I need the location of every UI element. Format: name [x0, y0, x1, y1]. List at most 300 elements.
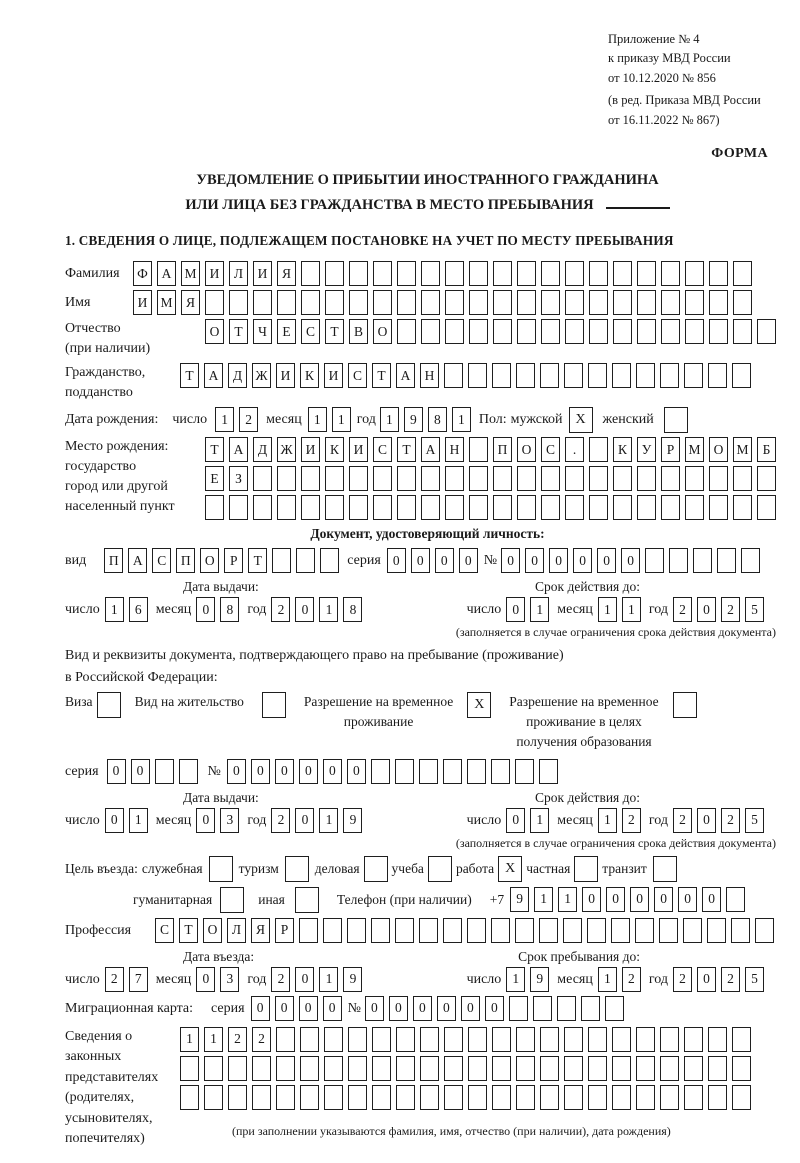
birth-place-row3[interactable]: [205, 495, 776, 520]
profession-input[interactable]: [155, 918, 774, 943]
residence-permit-checkbox[interactable]: [262, 692, 286, 718]
char-cell[interactable]: [588, 363, 607, 388]
temp-permit-checkbox[interactable]: [467, 692, 491, 718]
char-cell[interactable]: 1: [534, 887, 553, 912]
char-cell[interactable]: [588, 1085, 607, 1110]
char-cell[interactable]: [253, 290, 272, 315]
char-cell[interactable]: [709, 319, 728, 344]
char-cell[interactable]: [533, 996, 552, 1021]
char-cell[interactable]: 0: [411, 548, 430, 573]
char-cell[interactable]: [325, 466, 344, 491]
char-cell[interactable]: [397, 290, 416, 315]
char-cell[interactable]: [565, 466, 584, 491]
birth-place-row2[interactable]: [205, 466, 776, 491]
residence-issue-month-input[interactable]: [196, 808, 239, 833]
char-cell[interactable]: 1: [506, 967, 525, 992]
char-cell[interactable]: [419, 918, 438, 943]
char-cell[interactable]: [757, 466, 776, 491]
char-cell[interactable]: 0: [251, 996, 270, 1021]
char-cell[interactable]: [708, 1027, 727, 1052]
char-cell[interactable]: [252, 1056, 271, 1081]
char-cell[interactable]: [684, 1056, 703, 1081]
char-cell[interactable]: О: [200, 548, 219, 573]
char-cell[interactable]: 0: [437, 996, 456, 1021]
char-cell[interactable]: [637, 290, 656, 315]
char-cell[interactable]: 0: [107, 759, 126, 784]
stay-day-input[interactable]: [506, 967, 549, 992]
char-cell[interactable]: [493, 466, 512, 491]
char-cell[interactable]: [419, 759, 438, 784]
char-cell[interactable]: [493, 319, 512, 344]
char-cell[interactable]: 0: [597, 548, 616, 573]
char-cell[interactable]: [637, 466, 656, 491]
char-cell[interactable]: 0: [389, 996, 408, 1021]
checkbox-cell[interactable]: [673, 692, 697, 718]
checkbox-cell[interactable]: X: [467, 692, 491, 718]
char-cell[interactable]: [661, 466, 680, 491]
char-cell[interactable]: Р: [275, 918, 294, 943]
char-cell[interactable]: 8: [428, 407, 447, 432]
char-cell[interactable]: [517, 319, 536, 344]
char-cell[interactable]: [589, 290, 608, 315]
char-cell[interactable]: [373, 495, 392, 520]
char-cell[interactable]: [493, 290, 512, 315]
char-cell[interactable]: [421, 495, 440, 520]
phone-input[interactable]: [510, 887, 745, 912]
checkbox-cell[interactable]: [285, 856, 309, 882]
char-cell[interactable]: Т: [205, 437, 224, 462]
char-cell[interactable]: [669, 548, 688, 573]
char-cell[interactable]: [685, 290, 704, 315]
char-cell[interactable]: [661, 290, 680, 315]
checkbox-cell[interactable]: [295, 887, 319, 913]
char-cell[interactable]: [636, 1027, 655, 1052]
char-cell[interactable]: Т: [229, 319, 248, 344]
char-cell[interactable]: [517, 290, 536, 315]
char-cell[interactable]: Я: [251, 918, 270, 943]
char-cell[interactable]: [229, 290, 248, 315]
char-cell[interactable]: 0: [275, 996, 294, 1021]
char-cell[interactable]: [492, 1085, 511, 1110]
char-cell[interactable]: Д: [253, 437, 272, 462]
char-cell[interactable]: [516, 1027, 535, 1052]
char-cell[interactable]: Л: [227, 918, 246, 943]
char-cell[interactable]: [741, 548, 760, 573]
char-cell[interactable]: [563, 918, 582, 943]
char-cell[interactable]: 5: [745, 597, 764, 622]
char-cell[interactable]: С: [152, 548, 171, 573]
checkbox-cell[interactable]: [97, 692, 121, 718]
char-cell[interactable]: [253, 466, 272, 491]
checkbox-cell[interactable]: [220, 887, 244, 913]
char-cell[interactable]: 0: [295, 808, 314, 833]
char-cell[interactable]: [325, 495, 344, 520]
char-cell[interactable]: [155, 759, 174, 784]
char-cell[interactable]: З: [229, 466, 248, 491]
residence-issue-day-input[interactable]: [105, 808, 148, 833]
char-cell[interactable]: Т: [325, 319, 344, 344]
char-cell[interactable]: [613, 466, 632, 491]
char-cell[interactable]: [252, 1085, 271, 1110]
char-cell[interactable]: А: [204, 363, 223, 388]
char-cell[interactable]: [444, 1027, 463, 1052]
char-cell[interactable]: [515, 918, 534, 943]
char-cell[interactable]: [445, 466, 464, 491]
char-cell[interactable]: [349, 290, 368, 315]
char-cell[interactable]: [301, 495, 320, 520]
edu-permit-checkbox[interactable]: [673, 692, 697, 718]
char-cell[interactable]: [589, 319, 608, 344]
char-cell[interactable]: 1: [319, 597, 338, 622]
char-cell[interactable]: [612, 1056, 631, 1081]
checkbox-cell[interactable]: [653, 856, 677, 882]
char-cell[interactable]: 9: [343, 808, 362, 833]
char-cell[interactable]: [732, 1027, 751, 1052]
char-cell[interactable]: [492, 1027, 511, 1052]
char-cell[interactable]: 0: [525, 548, 544, 573]
char-cell[interactable]: Д: [228, 363, 247, 388]
char-cell[interactable]: 2: [673, 808, 692, 833]
char-cell[interactable]: 3: [220, 967, 239, 992]
char-cell[interactable]: 0: [506, 808, 525, 833]
char-cell[interactable]: П: [493, 437, 512, 462]
char-cell[interactable]: [469, 261, 488, 286]
char-cell[interactable]: 8: [343, 597, 362, 622]
checkbox-cell[interactable]: X: [498, 856, 522, 882]
char-cell[interactable]: [300, 1027, 319, 1052]
char-cell[interactable]: 0: [501, 548, 520, 573]
char-cell[interactable]: [541, 261, 560, 286]
char-cell[interactable]: 1: [452, 407, 471, 432]
char-cell[interactable]: И: [349, 437, 368, 462]
char-cell[interactable]: 0: [196, 808, 215, 833]
char-cell[interactable]: [276, 1085, 295, 1110]
purpose-work-checkbox[interactable]: [498, 856, 522, 882]
char-cell[interactable]: [605, 996, 624, 1021]
char-cell[interactable]: [755, 918, 774, 943]
char-cell[interactable]: Е: [277, 319, 296, 344]
char-cell[interactable]: 6: [129, 597, 148, 622]
char-cell[interactable]: [372, 1056, 391, 1081]
residence-issue-year-input[interactable]: [271, 808, 362, 833]
char-cell[interactable]: [443, 918, 462, 943]
visa-checkbox[interactable]: [97, 692, 121, 718]
char-cell[interactable]: 0: [485, 996, 504, 1021]
char-cell[interactable]: И: [205, 261, 224, 286]
char-cell[interactable]: 0: [573, 548, 592, 573]
char-cell[interactable]: [469, 495, 488, 520]
char-cell[interactable]: [589, 437, 608, 462]
char-cell[interactable]: 8: [220, 597, 239, 622]
purpose-humanitarian-checkbox[interactable]: [220, 887, 244, 913]
char-cell[interactable]: [731, 918, 750, 943]
char-cell[interactable]: 0: [697, 597, 716, 622]
char-cell[interactable]: М: [181, 261, 200, 286]
char-cell[interactable]: 0: [299, 759, 318, 784]
char-cell[interactable]: [557, 996, 576, 1021]
char-cell[interactable]: [685, 261, 704, 286]
char-cell[interactable]: 1: [530, 597, 549, 622]
valid-day-input[interactable]: [506, 597, 549, 622]
char-cell[interactable]: О: [709, 437, 728, 462]
birth-month-input[interactable]: [308, 407, 351, 432]
purpose-private-checkbox[interactable]: [574, 856, 598, 882]
char-cell[interactable]: [397, 261, 416, 286]
char-cell[interactable]: [564, 1056, 583, 1081]
char-cell[interactable]: О: [373, 319, 392, 344]
char-cell[interactable]: [324, 1027, 343, 1052]
char-cell[interactable]: [693, 548, 712, 573]
residence-number-input[interactable]: [227, 759, 558, 784]
char-cell[interactable]: [296, 548, 315, 573]
char-cell[interactable]: [397, 319, 416, 344]
char-cell[interactable]: [324, 1056, 343, 1081]
char-cell[interactable]: [349, 261, 368, 286]
char-cell[interactable]: [733, 290, 752, 315]
char-cell[interactable]: [516, 1085, 535, 1110]
valid-year-input[interactable]: [673, 597, 764, 622]
char-cell[interactable]: [325, 290, 344, 315]
char-cell[interactable]: [587, 918, 606, 943]
char-cell[interactable]: 1: [598, 808, 617, 833]
char-cell[interactable]: Т: [397, 437, 416, 462]
char-cell[interactable]: 1: [319, 967, 338, 992]
char-cell[interactable]: [660, 363, 679, 388]
char-cell[interactable]: [492, 363, 511, 388]
char-cell[interactable]: [588, 1027, 607, 1052]
char-cell[interactable]: 2: [271, 597, 290, 622]
char-cell[interactable]: [733, 319, 752, 344]
char-cell[interactable]: [347, 918, 366, 943]
char-cell[interactable]: 2: [673, 597, 692, 622]
char-cell[interactable]: [469, 437, 488, 462]
char-cell[interactable]: Л: [229, 261, 248, 286]
char-cell[interactable]: [443, 759, 462, 784]
representatives-row2[interactable]: [180, 1056, 751, 1081]
char-cell[interactable]: И: [324, 363, 343, 388]
char-cell[interactable]: [253, 495, 272, 520]
char-cell[interactable]: 1: [129, 808, 148, 833]
char-cell[interactable]: [709, 466, 728, 491]
char-cell[interactable]: [469, 319, 488, 344]
char-cell[interactable]: [272, 548, 291, 573]
char-cell[interactable]: [637, 319, 656, 344]
char-cell[interactable]: [348, 1056, 367, 1081]
char-cell[interactable]: 0: [697, 808, 716, 833]
char-cell[interactable]: [229, 495, 248, 520]
char-cell[interactable]: Е: [205, 466, 224, 491]
char-cell[interactable]: 0: [295, 597, 314, 622]
char-cell[interactable]: [565, 495, 584, 520]
char-cell[interactable]: [300, 1056, 319, 1081]
surname-input[interactable]: [133, 261, 752, 286]
char-cell[interactable]: [637, 495, 656, 520]
checkbox-cell[interactable]: [428, 856, 452, 882]
char-cell[interactable]: [635, 918, 654, 943]
doc-kind-input[interactable]: [104, 548, 339, 573]
char-cell[interactable]: 0: [702, 887, 721, 912]
migration-series-input[interactable]: [251, 996, 342, 1021]
char-cell[interactable]: 0: [105, 808, 124, 833]
char-cell[interactable]: [228, 1056, 247, 1081]
char-cell[interactable]: [515, 759, 534, 784]
char-cell[interactable]: 0: [506, 597, 525, 622]
char-cell[interactable]: [324, 1085, 343, 1110]
char-cell[interactable]: [661, 319, 680, 344]
char-cell[interactable]: [517, 466, 536, 491]
char-cell[interactable]: [277, 466, 296, 491]
char-cell[interactable]: 0: [196, 967, 215, 992]
char-cell[interactable]: И: [253, 261, 272, 286]
char-cell[interactable]: 9: [530, 967, 549, 992]
purpose-official-checkbox[interactable]: [209, 856, 233, 882]
char-cell[interactable]: [661, 261, 680, 286]
char-cell[interactable]: 1: [622, 597, 641, 622]
char-cell[interactable]: [709, 261, 728, 286]
char-cell[interactable]: [396, 1056, 415, 1081]
char-cell[interactable]: [540, 1056, 559, 1081]
char-cell[interactable]: 9: [510, 887, 529, 912]
char-cell[interactable]: 9: [343, 967, 362, 992]
purpose-study-checkbox[interactable]: [428, 856, 452, 882]
char-cell[interactable]: И: [276, 363, 295, 388]
char-cell[interactable]: 1: [598, 597, 617, 622]
char-cell[interactable]: [396, 1027, 415, 1052]
char-cell[interactable]: Ч: [253, 319, 272, 344]
birth-place-row1[interactable]: [205, 437, 776, 462]
char-cell[interactable]: [469, 466, 488, 491]
char-cell[interactable]: [613, 261, 632, 286]
char-cell[interactable]: Т: [372, 363, 391, 388]
char-cell[interactable]: [685, 466, 704, 491]
char-cell[interactable]: [541, 466, 560, 491]
char-cell[interactable]: П: [104, 548, 123, 573]
char-cell[interactable]: [444, 363, 463, 388]
char-cell[interactable]: [660, 1027, 679, 1052]
residence-valid-day-input[interactable]: [506, 808, 549, 833]
char-cell[interactable]: [516, 363, 535, 388]
char-cell[interactable]: [301, 290, 320, 315]
char-cell[interactable]: 0: [678, 887, 697, 912]
char-cell[interactable]: [421, 290, 440, 315]
char-cell[interactable]: О: [203, 918, 222, 943]
char-cell[interactable]: [613, 290, 632, 315]
char-cell[interactable]: 0: [654, 887, 673, 912]
checkbox-cell[interactable]: [209, 856, 233, 882]
char-cell[interactable]: [732, 1056, 751, 1081]
char-cell[interactable]: 3: [220, 808, 239, 833]
char-cell[interactable]: [541, 495, 560, 520]
char-cell[interactable]: [589, 466, 608, 491]
char-cell[interactable]: С: [301, 319, 320, 344]
stay-year-input[interactable]: [673, 967, 764, 992]
char-cell[interactable]: Ж: [277, 437, 296, 462]
char-cell[interactable]: [493, 261, 512, 286]
checkbox-cell[interactable]: [364, 856, 388, 882]
char-cell[interactable]: 1: [558, 887, 577, 912]
char-cell[interactable]: [684, 363, 703, 388]
char-cell[interactable]: 0: [697, 967, 716, 992]
char-cell[interactable]: А: [229, 437, 248, 462]
char-cell[interactable]: 0: [387, 548, 406, 573]
char-cell[interactable]: 0: [295, 967, 314, 992]
char-cell[interactable]: [733, 466, 752, 491]
purpose-business-checkbox[interactable]: [364, 856, 388, 882]
char-cell[interactable]: [348, 1085, 367, 1110]
char-cell[interactable]: [516, 1056, 535, 1081]
char-cell[interactable]: [564, 1027, 583, 1052]
char-cell[interactable]: [396, 1085, 415, 1110]
char-cell[interactable]: [444, 1056, 463, 1081]
char-cell[interactable]: 1: [332, 407, 351, 432]
char-cell[interactable]: [395, 918, 414, 943]
char-cell[interactable]: [348, 1027, 367, 1052]
char-cell[interactable]: 2: [239, 407, 258, 432]
char-cell[interactable]: 0: [131, 759, 150, 784]
char-cell[interactable]: 1: [530, 808, 549, 833]
char-cell[interactable]: [320, 548, 339, 573]
char-cell[interactable]: [325, 261, 344, 286]
char-cell[interactable]: [589, 261, 608, 286]
char-cell[interactable]: [420, 1056, 439, 1081]
char-cell[interactable]: М: [733, 437, 752, 462]
char-cell[interactable]: [397, 495, 416, 520]
char-cell[interactable]: П: [176, 548, 195, 573]
char-cell[interactable]: [708, 363, 727, 388]
char-cell[interactable]: 0: [630, 887, 649, 912]
entry-year-input[interactable]: [271, 967, 362, 992]
char-cell[interactable]: [733, 261, 752, 286]
char-cell[interactable]: 2: [271, 808, 290, 833]
char-cell[interactable]: [684, 1027, 703, 1052]
char-cell[interactable]: [421, 466, 440, 491]
char-cell[interactable]: 1: [215, 407, 234, 432]
issue-day-input[interactable]: [105, 597, 148, 622]
char-cell[interactable]: [707, 918, 726, 943]
char-cell[interactable]: М: [685, 437, 704, 462]
char-cell[interactable]: 2: [673, 967, 692, 992]
char-cell[interactable]: [540, 1085, 559, 1110]
char-cell[interactable]: [565, 319, 584, 344]
char-cell[interactable]: [684, 1085, 703, 1110]
char-cell[interactable]: [301, 261, 320, 286]
citizenship-input[interactable]: [180, 363, 751, 388]
char-cell[interactable]: [204, 1085, 223, 1110]
char-cell[interactable]: [445, 261, 464, 286]
char-cell[interactable]: [613, 495, 632, 520]
char-cell[interactable]: 5: [745, 967, 764, 992]
char-cell[interactable]: [757, 495, 776, 520]
char-cell[interactable]: [277, 495, 296, 520]
char-cell[interactable]: 2: [622, 967, 641, 992]
char-cell[interactable]: [636, 363, 655, 388]
given-name-input[interactable]: [133, 290, 752, 315]
char-cell[interactable]: [276, 1056, 295, 1081]
char-cell[interactable]: [420, 1027, 439, 1052]
char-cell[interactable]: С: [373, 437, 392, 462]
char-cell[interactable]: [349, 495, 368, 520]
char-cell[interactable]: А: [128, 548, 147, 573]
char-cell[interactable]: [276, 1027, 295, 1052]
char-cell[interactable]: Т: [248, 548, 267, 573]
char-cell[interactable]: [373, 466, 392, 491]
char-cell[interactable]: [581, 996, 600, 1021]
char-cell[interactable]: [636, 1085, 655, 1110]
representatives-row3[interactable]: [180, 1085, 751, 1110]
char-cell[interactable]: 0: [299, 996, 318, 1021]
char-cell[interactable]: 2: [252, 1027, 271, 1052]
char-cell[interactable]: 0: [582, 887, 601, 912]
